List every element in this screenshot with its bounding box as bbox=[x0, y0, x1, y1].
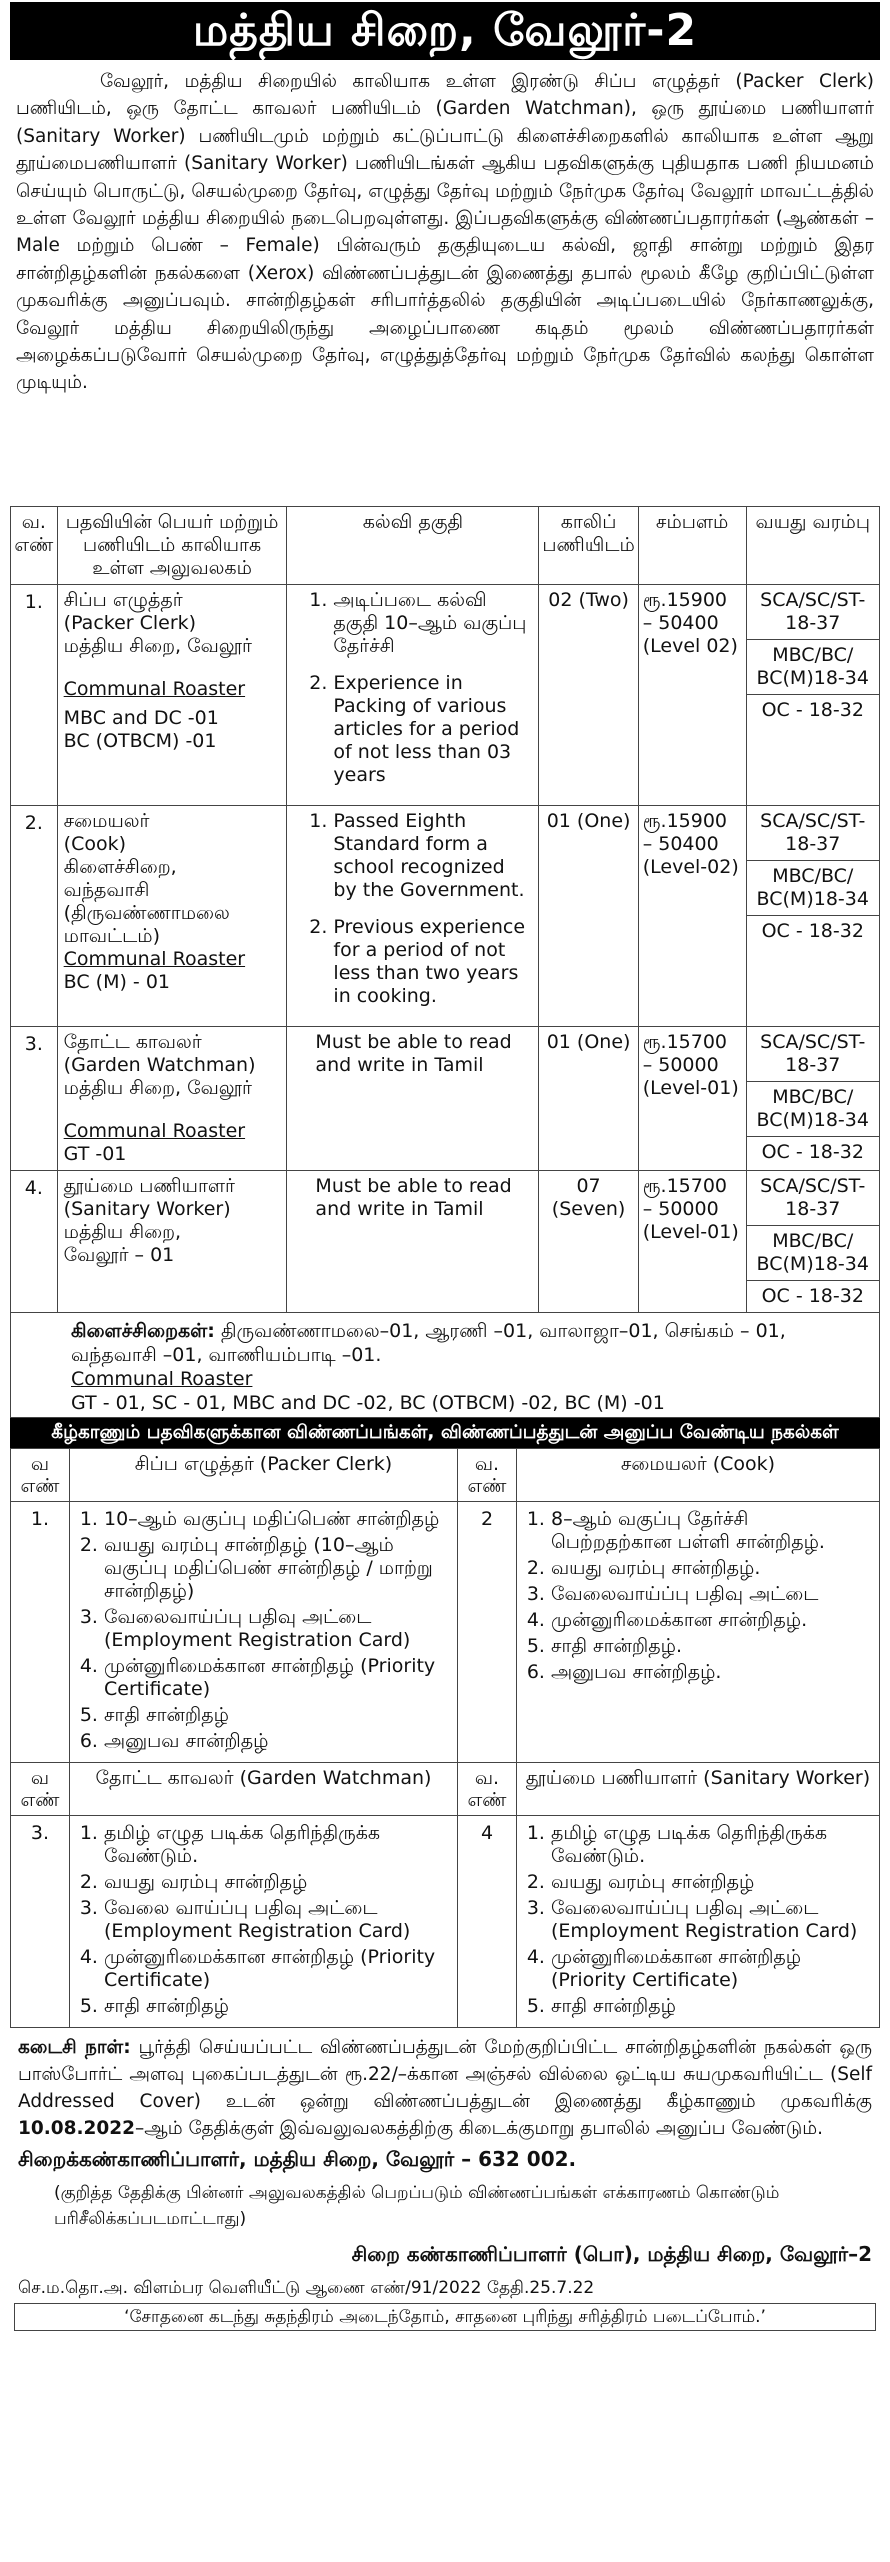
posts-table bbox=[10, 506, 880, 1313]
list-item: 4. முன்னுரிமைக்கான சான்றிதழ். bbox=[551, 1609, 871, 1632]
list-item: 2. வயது வரம்பு சான்றிதழ் (10–ஆம் வகுப்பு மதிப்பெண் சான்றிதழ் / மாற்று சான்றிதழ்) bbox=[104, 1534, 449, 1603]
list-item: 4. முன்னுரிமைக்கான சான்றிதழ் (Priority Certificate) bbox=[551, 1946, 871, 1992]
posts-table-header bbox=[11, 507, 880, 585]
list-item: 2. வயது வரம்பு சான்றிதழ். bbox=[551, 1557, 871, 1580]
docs-list bbox=[517, 1502, 880, 1763]
documents-header-row bbox=[11, 1763, 880, 1816]
row-education bbox=[287, 806, 539, 1027]
post-name-en: (Sanitary Worker) bbox=[63, 1198, 231, 1220]
table-row bbox=[11, 585, 880, 806]
row-pay: ரூ.15900 – 50400 (Level-02) bbox=[638, 806, 746, 1027]
age-item: MBC/BC/ BC(M)18-34 bbox=[747, 861, 879, 916]
row-sno: 3. bbox=[11, 1027, 58, 1171]
row-post bbox=[57, 806, 287, 1027]
row-education: Must be able to read and write in Tamil bbox=[287, 1171, 539, 1313]
age-item: OC - 18-32 bbox=[761, 1141, 864, 1163]
branch-roaster-label: Communal Roaster bbox=[71, 1368, 253, 1390]
header-pay: சம்பளம் bbox=[638, 507, 746, 585]
row-pay: ரூ.15700 – 50000 (Level-01) bbox=[638, 1171, 746, 1313]
row-sno: 4. bbox=[11, 1171, 58, 1313]
docs-list bbox=[517, 1816, 880, 2028]
branch-list-text: திருவண்ணாமலை–01, ஆரணி –01, வாலாஜா–01, செங்கம் – 01, வந்தவாசி –01, வாணியம்பாடி –01. bbox=[71, 1320, 786, 1366]
row-vacancy: 02 (Two) bbox=[539, 585, 638, 806]
roaster-value: GT -01 bbox=[63, 1143, 127, 1165]
header-post: பதவியின் பெயர் மற்றும் பணியிடம் காலியாக உள்ள அலுவலகம் bbox=[57, 507, 287, 585]
row-sno: 2. bbox=[11, 806, 58, 1027]
roaster-label: Communal Roaster bbox=[63, 678, 246, 700]
list-item: 6. அனுபவ சான்றிதழ். bbox=[551, 1661, 871, 1684]
docs-sno: 1. bbox=[11, 1502, 70, 1763]
roaster-label: Communal Roaster bbox=[63, 948, 246, 970]
list-item: 3. வேலைவாய்ப்பு பதிவு அட்டை (Employment Registration Card) bbox=[104, 1606, 449, 1652]
post-office: மத்திய சிறை, வேலூர் bbox=[63, 635, 252, 657]
docs-list bbox=[70, 1816, 458, 2028]
post-name-en: (Packer Clerk) bbox=[63, 612, 197, 634]
footer-slogan: ‘சோதனை கடந்து சுதந்திரம் அடைந்தோம், சாதனை புரிந்து சரித்திரம் படைப்போம்.’ bbox=[14, 2303, 876, 2331]
list-item: 5. சாதி சான்றிதழ் bbox=[104, 1995, 449, 2018]
age-item: MBC/BC/ BC(M)18-34 bbox=[747, 1082, 879, 1137]
branch-jails bbox=[10, 1313, 880, 1418]
post-name-en: (Garden Watchman) bbox=[63, 1054, 256, 1076]
list-item: 3. வேலை வாய்ப்பு பதிவு அட்டை (Employment Registration Card) bbox=[104, 1897, 449, 1943]
row-vacancy: 01 (One) bbox=[539, 1027, 638, 1171]
last-date-value: 10.08.2022 bbox=[18, 2118, 136, 2139]
docs-post-title: தோட்ட காவலர் (Garden Watchman) bbox=[70, 1763, 458, 1816]
row-education: Must be able to read and write in Tamil bbox=[287, 1027, 539, 1171]
list-item: 5. சாதி சான்றிதழ் bbox=[104, 1704, 449, 1727]
age-item: SCA/SC/ST-18-37 bbox=[747, 806, 879, 861]
roaster-value: MBC and DC -01 BC (OTBCM) -01 bbox=[63, 707, 219, 752]
list-item: 4. முன்னுரிமைக்கான சான்றிதழ் (Priority Certificate) bbox=[104, 1655, 449, 1701]
header-age: வயது வரம்பு bbox=[746, 507, 879, 585]
notice-page bbox=[10, 2, 880, 2331]
row-age bbox=[746, 806, 879, 1027]
last-date-paragraph bbox=[10, 2028, 880, 2142]
age-item: SCA/SC/ST-18-37 bbox=[747, 585, 879, 640]
header-education: கல்வி தகுதி bbox=[287, 507, 539, 585]
page-title: மத்திய சிறை, வேலூர்-2 bbox=[10, 2, 880, 60]
row-vacancy: 07 (Seven) bbox=[539, 1171, 638, 1313]
age-item: OC - 18-32 bbox=[761, 920, 864, 942]
row-post bbox=[57, 585, 287, 806]
branch-label: கிளைச்சிறைகள்: bbox=[71, 1320, 215, 1342]
list-item: 4. முன்னுரிமைக்கான சான்றிதழ் (Priority Certificate) bbox=[104, 1946, 449, 1992]
row-pay: ரூ.15900 – 50400 (Level 02) bbox=[638, 585, 746, 806]
post-office: மத்திய சிறை, வேலூர் bbox=[63, 1077, 252, 1099]
table-row bbox=[11, 1816, 880, 2028]
post-name-ta: தோட்ட காவலர் bbox=[63, 1031, 202, 1053]
age-item: MBC/BC/ BC(M)18-34 bbox=[747, 1226, 879, 1281]
row-post bbox=[57, 1027, 287, 1171]
list-item: 5. சாதி சான்றிதழ் bbox=[551, 1995, 871, 2018]
header-sno: வ. எண் bbox=[11, 507, 58, 585]
row-pay: ரூ.15700 – 50000 (Level-01) bbox=[638, 1027, 746, 1171]
post-name-ta: தூய்மை பணியாளர் bbox=[63, 1175, 235, 1197]
table-row bbox=[11, 806, 880, 1027]
list-item: 2. வயது வரம்பு சான்றிதழ் bbox=[551, 1871, 871, 1894]
list-item: 2. வயது வரம்பு சான்றிதழ் bbox=[104, 1871, 449, 1894]
row-vacancy: 01 (One) bbox=[539, 806, 638, 1027]
post-name-en: (Cook) bbox=[63, 833, 126, 855]
list-item: 1. 8–ஆம் வகுப்பு தேர்ச்சி பெற்றதற்கான பள்ளி சான்றிதழ். bbox=[551, 1508, 871, 1554]
age-item: OC - 18-32 bbox=[761, 699, 864, 721]
list-item: 1. 10–ஆம் வகுப்பு மதிப்பெண் சான்றிதழ் bbox=[104, 1508, 449, 1531]
row-sno: 1. bbox=[11, 585, 58, 806]
docs-sno: 4 bbox=[458, 1816, 517, 2028]
docs-sno-header: வ எண் bbox=[11, 1449, 70, 1502]
docs-sno-header: வ. எண் bbox=[458, 1763, 517, 1816]
education-item: 2. Experience in Packing of various articles for a period of not less than 03 years bbox=[333, 672, 532, 787]
age-item: MBC/BC/ BC(M)18-34 bbox=[747, 640, 879, 695]
list-item: 1. தமிழ் எழுத படிக்க தெரிந்திருக்க வேண்டும். bbox=[551, 1822, 871, 1868]
press-release-number: செ.ம.தொ.அ. விளம்பர வெளியீட்டு ஆணை எண்/91/2022 தேதி.25.7.22 bbox=[18, 2278, 595, 2298]
docs-post-title: தூய்மை பணியாளர் (Sanitary Worker) bbox=[517, 1763, 880, 1816]
list-item: 5. சாதி சான்றிதழ். bbox=[551, 1635, 871, 1658]
postal-address: சிறைக்கண்காணிப்பாளர், மத்திய சிறை, வேலூர் – 632 002. bbox=[18, 2147, 577, 2171]
row-education bbox=[287, 585, 539, 806]
docs-sno-header: வ. எண் bbox=[458, 1449, 517, 1502]
docs-sno: 2 bbox=[458, 1502, 517, 1763]
age-item: SCA/SC/ST-18-37 bbox=[747, 1171, 879, 1226]
list-item: 6. அனுபவ சான்றிதழ் bbox=[104, 1730, 449, 1753]
education-item: 2. Previous experience for a period of not less than two years in cooking. bbox=[333, 916, 532, 1008]
docs-sno-header: வ எண் bbox=[11, 1763, 70, 1816]
last-date-text: பூர்த்தி செய்யப்பட்ட விண்ணப்பத்துடன் மேற்குறிப்பிட்ட சான்றிதழ்களின் நகல்கள் ஒரு பாஸ்போர்ட் அளவு புகைப்படத்துடன் ரூ.22/–க்கான அஞ்சல் வில்லை ஒட்டிய சுயமுகவரியிட்ட (Self Addressed Cover) உடன் ஒன்று விண்ணப்பத்துடன் இணைத்து கீழ்காணும் முகவரிக்கு bbox=[18, 2037, 872, 2112]
header-vacancy: காலிப் பணியிடம் bbox=[539, 507, 638, 585]
documents-header-row bbox=[11, 1449, 880, 1502]
table-row bbox=[11, 1171, 880, 1313]
list-item: 1. தமிழ் எழுத படிக்க தெரிந்திருக்க வேண்டும். bbox=[104, 1822, 449, 1868]
list-item: 3. வேலைவாய்ப்பு பதிவு அட்டை bbox=[551, 1583, 871, 1606]
list-item: 3. வேலைவாய்ப்பு பதிவு அட்டை (Employment Registration Card) bbox=[551, 1897, 871, 1943]
documents-table bbox=[10, 1448, 880, 2028]
education-item: 1. Passed Eighth Standard form a school recognized by the Government. bbox=[333, 810, 532, 902]
intro-paragraph: வேலூர், மத்திய சிறையில் காலியாக உள்ள இரண்டு சிப்ப எழுத்தர் (Packer Clerk) பணியிடம், ஒரு தோட்ட காவலர் பணியிடம் (Garden Watchman), ஒரு தூய்மை பணியாளர் (Sanitary Worker) பணியிடமும் மற்றும் கட்டுப்பாட்டு கிளைச்சிறைகளில் காலியாக உள்ள ஆறு தூய்மைபணியாளர் (Sanitary Worker) பணியிடங்கள் ஆகிய பதவிகளுக்கு புதியதாக பணி நியமனம் செய்யும் பொருட்டு, செயல்முறை தேர்வு, எழுத்து தேர்வு மற்றும் நேர்முக தேர்வு வேலூர் மாவட்டத்தில் உள்ள வேலூர் மத்திய சிறையில் நடைபெறவுள்ளது. இப்பதவிகளுக்கு விண்ணப்பதாரர்கள் (ஆண்கள் – Male மற்றும் பெண் – Female) பின்வரும் தகுதியுடைய கல்வி, ஜாதி சான்று மற்றும் இதர சான்றிதழ்களின் நகல்களை (Xerox) விண்ணப்பத்துடன் இணைத்து தபால் மூலம் கீழே குறிப்பிட்டுள்ள முகவரிக்கு அனுப்பவும். சான்றிதழ்கள் சரிபார்த்தலில் தகுதியின் அடிப்படையில் நேர்காணலுக்கு, வேலூர் மத்திய சிறையிலிருந்து அழைப்பாணை கடிதம் மூலம் விண்ணப்பதாரர்கள் அழைக்கப்படுவோர் செயல்முறை தேர்வு, எழுத்துத்தேர்வு மற்றும் நேர்முக தேர்வில் கலந்து கொள்ள முடியும். bbox=[16, 71, 875, 394]
post-office: மத்திய சிறை, வேலூர் – 01 bbox=[63, 1221, 182, 1266]
row-age bbox=[746, 585, 879, 806]
docs-list bbox=[70, 1502, 458, 1763]
row-post bbox=[57, 1171, 287, 1313]
post-name-ta: சிப்ப எழுத்தர் bbox=[63, 589, 183, 611]
roaster-value: BC (M) - 01 bbox=[63, 971, 170, 993]
docs-post-title: சிப்ப எழுத்தர் (Packer Clerk) bbox=[70, 1449, 458, 1502]
last-date-label: கடைசி நாள்: bbox=[18, 2037, 131, 2058]
education-item: 1. அடிப்படை கல்வி தகுதி 10–ஆம் வகுப்பு தேர்ச்சி bbox=[333, 589, 532, 658]
age-item: OC - 18-32 bbox=[761, 1285, 864, 1307]
last-date-text-2: –ஆம் தேதிக்குள் இவ்வலுவலகத்திற்கு கிடைக்குமாறு தபாலில் அனுப்ப வேண்டும். bbox=[135, 2118, 824, 2139]
post-office: கிளைச்சிறை, வந்தவாசி (திருவண்ணாமலை மாவட்டம்) bbox=[63, 856, 230, 947]
branch-list bbox=[71, 1319, 871, 1367]
branch-roaster-value: GT - 01, SC - 01, MBC and DC -02, BC (OTBCM) -02, BC (M) -01 bbox=[71, 1392, 665, 1414]
row-age bbox=[746, 1171, 879, 1313]
post-name-ta: சமையலர் bbox=[63, 810, 150, 832]
signature-block: சிறை கண்காணிப்பாளர் (பொ), மத்திய சிறை, வேலூர்–2 bbox=[351, 2242, 872, 2266]
table-row bbox=[11, 1027, 880, 1171]
roaster-label: Communal Roaster bbox=[63, 1120, 246, 1142]
docs-post-title: சமையலர் (Cook) bbox=[517, 1449, 880, 1502]
docs-sno: 3. bbox=[11, 1816, 70, 2028]
row-age bbox=[746, 1027, 879, 1171]
table-row bbox=[11, 1502, 880, 1763]
late-application-note: (குறித்த தேதிக்கு பின்னர் அலுவலகத்தில் பெறப்படும் விண்ணப்பங்கள் எக்காரணம் கொண்டும் பரிசீலிக்கப்படமாட்டாது) bbox=[54, 2183, 780, 2229]
age-item: SCA/SC/ST-18-37 bbox=[747, 1027, 879, 1082]
documents-heading: கீழ்காணும் பதவிகளுக்கான விண்ணப்பங்கள், விண்ணப்பத்துடன் அனுப்ப வேண்டிய நகல்கள் bbox=[10, 1418, 880, 1448]
